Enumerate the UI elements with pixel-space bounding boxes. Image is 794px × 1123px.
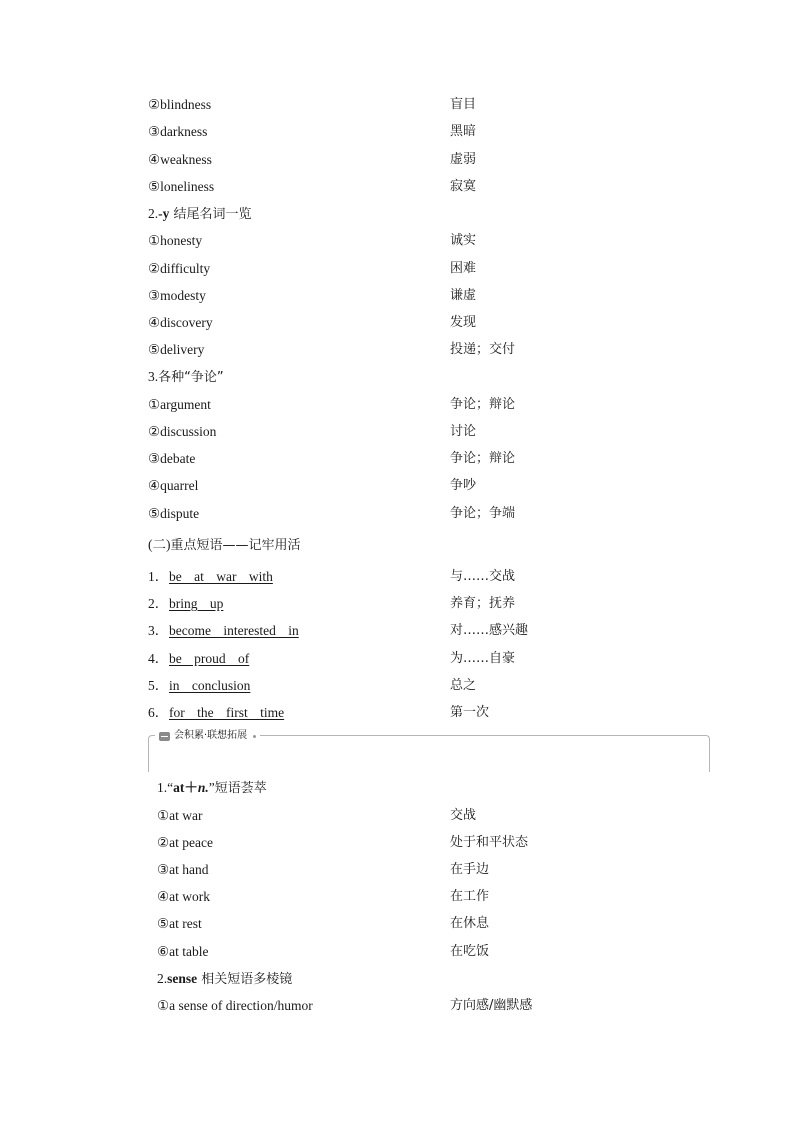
vocab-row [0,177,794,197]
chinese-meaning: 争论；辩论 [450,451,516,466]
chinese-meaning: 发现 [450,315,477,330]
chinese-meaning: 交战 [450,808,477,823]
heading-text: 各种“争论” [158,370,224,385]
chinese-meaning: 在吃饭 [450,944,490,959]
chinese-meaning: 总之 [450,678,477,693]
vocab-row [0,259,794,279]
vocab-row [0,806,794,826]
vocab-row [0,122,794,142]
chinese-meaning: 在手边 [450,862,490,877]
chinese-meaning: 盲目 [450,97,477,112]
heading-number: 2. [148,206,159,221]
note-icon [159,732,170,741]
english-term: ②difficulty [148,261,211,276]
phrase-answer: for the first time [169,705,285,720]
chinese-meaning: 争论；辩论 [450,397,516,412]
subheading-y-nouns [0,204,794,224]
section-title: 重点短语——记牢用活 [170,538,301,553]
english-term: ①at war [157,808,203,823]
english-term: ②at peace [157,835,213,850]
english-term: ①honesty [148,233,203,248]
phrase-number: 2． [148,596,169,611]
chinese-meaning: 方向感/幽默感 [450,998,533,1013]
vocab-row [0,887,794,907]
vocab-row [0,313,794,333]
chinese-meaning: 养育；抚养 [450,596,516,611]
phrase-number: 4． [148,651,169,666]
chinese-meaning: 争论；争端 [450,506,516,521]
chinese-meaning: 困难 [450,261,477,276]
heading-close-quote: ” [208,780,215,795]
chinese-meaning: 投递；交付 [450,342,516,357]
chinese-meaning: 第一次 [450,705,490,720]
vocab-row [0,504,794,524]
chinese-meaning: 谦虚 [450,288,477,303]
heading-number: 3. [148,369,159,384]
english-term: ④weakness [148,152,212,167]
english-term: ②blindness [148,97,212,112]
phrase-row [0,567,794,587]
subheading-argue-nouns [0,367,794,387]
english-term: ①argument [148,397,211,412]
section-prefix: (二) [148,537,171,552]
chinese-meaning: 为……自豪 [450,651,516,666]
heading-text: 相关短语多棱镜 [197,972,293,987]
vocab-row [0,860,794,880]
heading-open-quote: “ [167,780,174,795]
phrase-answer: be at war with [169,569,273,584]
heading-bold-term: at＋ [173,780,198,795]
vocab-row [0,476,794,496]
phrase-row [0,621,794,641]
english-term: ③darkness [148,124,208,139]
english-term: ③debate [148,451,196,466]
bullet-dot-icon [253,735,256,738]
vocab-row [0,996,794,1016]
phrase-number: 5． [148,678,169,693]
vocab-row [0,150,794,170]
vocab-row [0,914,794,934]
english-term: ⑤at rest [157,916,202,931]
subheading-at-phrases [0,778,794,798]
chinese-meaning: 寂寞 [450,179,477,194]
vocab-row [0,286,794,306]
english-term: ⑤dispute [148,506,200,521]
vocab-row [0,231,794,251]
chinese-meaning: 讨论 [450,424,477,439]
vocab-row [0,340,794,360]
chinese-meaning: 对……感兴趣 [450,623,529,638]
phrase-row [0,676,794,696]
vocab-row [0,833,794,853]
phrase-answer: in conclusion [169,678,251,693]
english-term: ④at work [157,889,210,904]
heading-bold-term: -y [158,206,170,221]
heading-bold-italic-term: n. [197,780,209,795]
phrase-row [0,703,794,723]
extension-box-title: 会积累·联想拓展 [174,730,248,741]
english-term: ③modesty [148,288,206,303]
chinese-meaning: 处于和平状态 [450,835,529,850]
section-title-key-phrases [0,535,794,555]
chinese-meaning: 在休息 [450,916,490,931]
english-term: ④quarrel [148,478,199,493]
heading-number: 2. [157,971,168,986]
english-term: ⑥at table [157,944,209,959]
vocab-row [0,395,794,415]
phrase-answer: bring up [169,596,224,611]
english-term: ①a sense of direction/humor [157,998,313,1013]
phrase-answer: become interested in [169,623,299,638]
extension-box [148,730,710,772]
chinese-meaning: 与……交战 [450,569,516,584]
phrase-number: 1． [148,569,169,584]
english-term: ③at hand [157,862,209,877]
english-term: ⑤loneliness [148,179,215,194]
extension-box-label [155,727,260,745]
vocab-row [0,422,794,442]
vocab-row [0,942,794,962]
chinese-meaning: 虚弱 [450,152,477,167]
chinese-meaning: 诚实 [450,233,477,248]
chinese-meaning: 在工作 [450,889,490,904]
heading-text: 短语荟萃 [214,781,267,796]
phrase-answer: be proud of [169,651,250,666]
heading-text: 结尾名词一览 [169,207,252,222]
subheading-sense-phrases [0,969,794,989]
english-term: ②discussion [148,424,217,439]
chinese-meaning: 争吵 [450,478,477,493]
vocab-row [0,449,794,469]
vocab-row [0,95,794,115]
heading-bold-term: sense [167,971,198,986]
heading-number: 1. [157,780,168,795]
phrase-row [0,594,794,614]
english-term: ④discovery [148,315,213,330]
chinese-meaning: 黑暗 [450,124,477,139]
phrase-number: 3． [148,623,169,638]
phrase-number: 6． [148,705,169,720]
english-term: ⑤delivery [148,342,205,357]
phrase-row [0,649,794,669]
